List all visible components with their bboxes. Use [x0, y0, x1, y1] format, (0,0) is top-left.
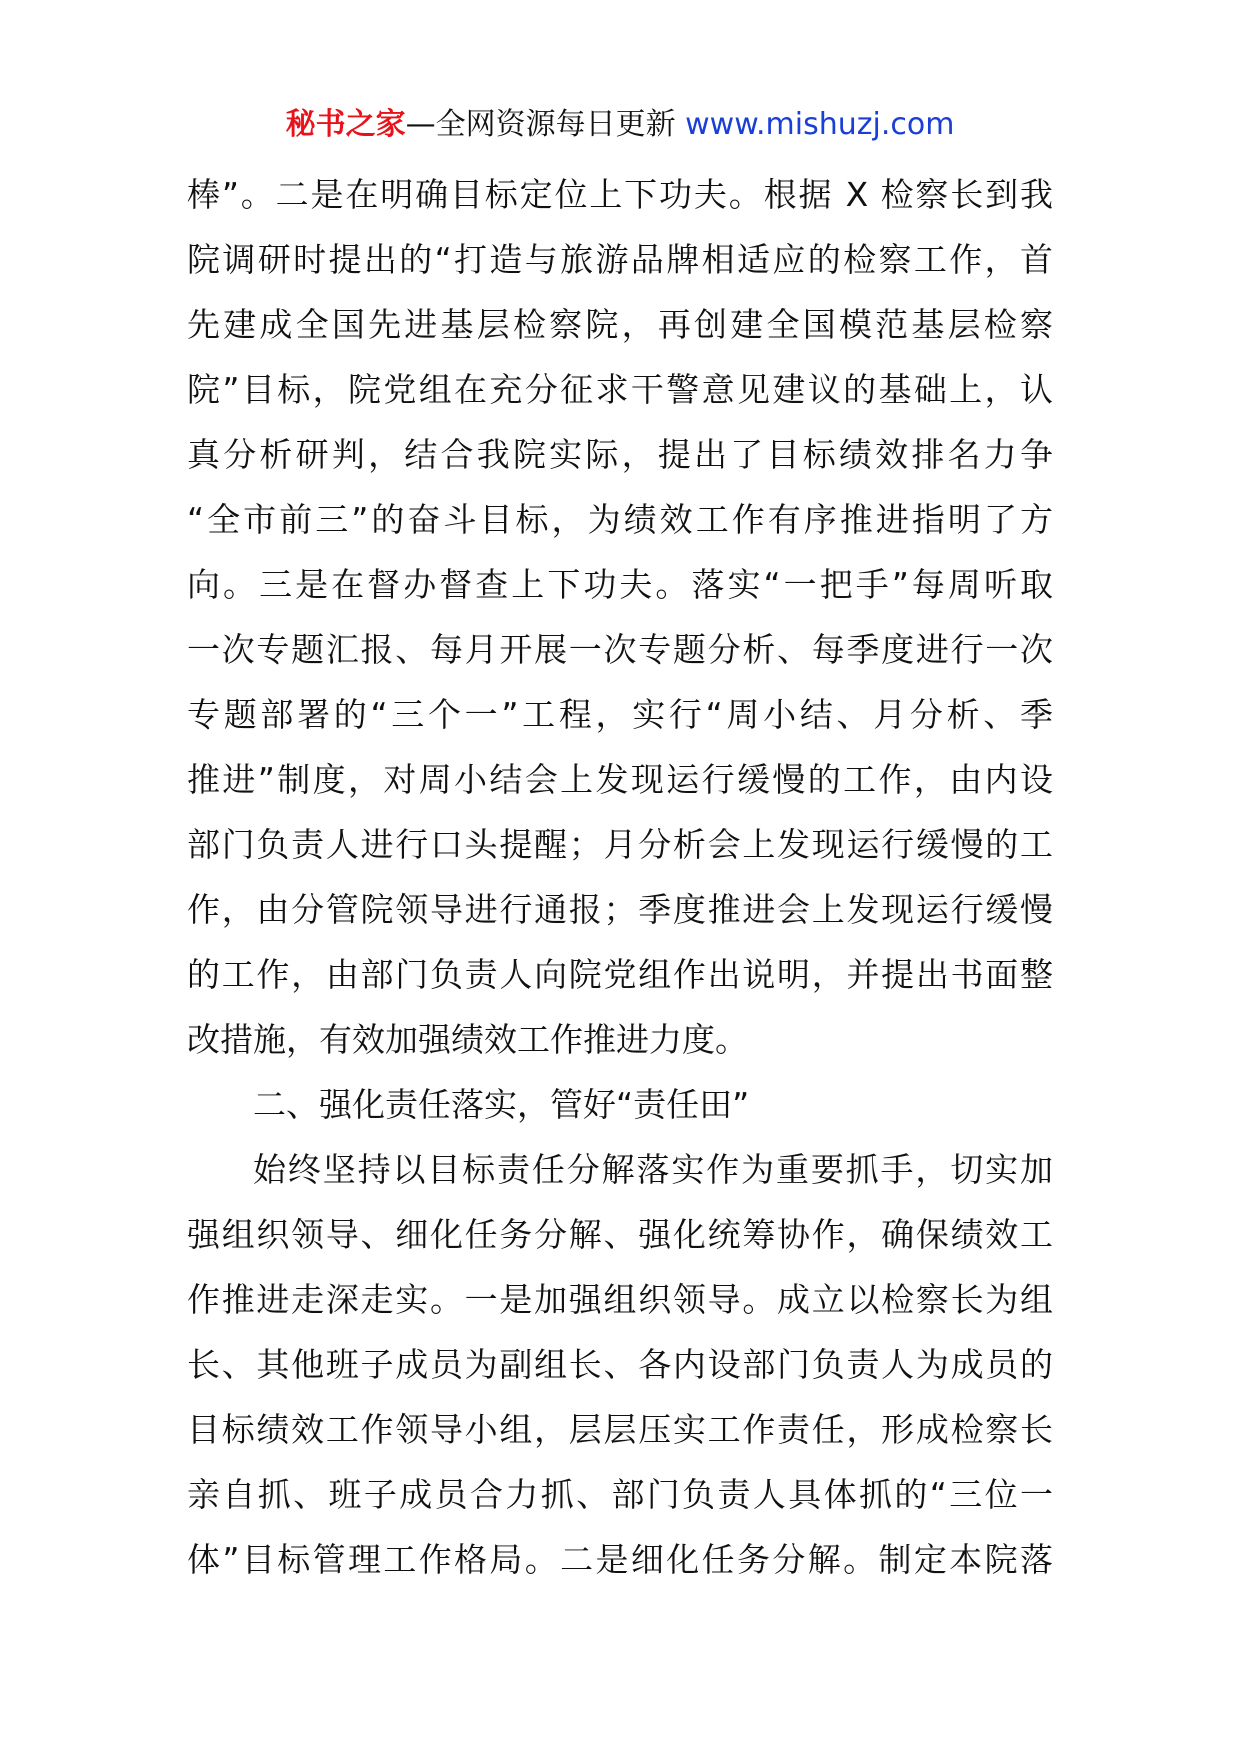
text-line: 专题部署的“三个一”工程，实行“周小结、月分析、季 — [187, 695, 1053, 734]
text-line: 强组织领导、细化任务分解、强化统筹协作，确保绩效工 — [187, 1215, 1053, 1254]
text-line: 先建成全国先进基层检察院，再创建全国模范基层检察 — [187, 305, 1053, 344]
text-line: 向。三是在督办督查上下功夫。落实“一把手”每周听取 — [187, 565, 1053, 604]
site-tagline: —全网资源每日更新 — [405, 107, 686, 142]
text-line: 院”目标，院党组在充分征求干警意见建议的基础上，认 — [187, 370, 1053, 409]
text-line: 目标绩效工作领导小组，层层压实工作责任，形成检察长 — [187, 1410, 1053, 1449]
text-line: “全市前三”的奋斗目标，为绩效工作有序推进指明了方 — [187, 500, 1053, 539]
text-line: 的工作，由部门负责人向院党组作出说明，并提出书面整 — [187, 955, 1053, 994]
text-line: 作，由分管院领导进行通报；季度推进会上发现运行缓慢 — [187, 890, 1053, 929]
text-line: 一次专题汇报、每月开展一次专题分析、每季度进行一次 — [187, 630, 1053, 669]
text-line: 长、其他班子成员为副组长、各内设部门负责人为成员的 — [187, 1345, 1053, 1384]
section-heading: 二、强化责任落实，管好“责任田” — [253, 1085, 750, 1124]
text-line: 推进”制度，对周小结会上发现运行缓慢的工作，由内设 — [187, 760, 1053, 799]
text-line: 真分析研判，结合我院实际，提出了目标绩效排名力争 — [187, 435, 1053, 474]
text-line: 亲自抓、班子成员合力抓、部门负责人具体抓的“三位一 — [187, 1475, 1053, 1514]
text-line: 改措施，有效加强绩效工作推进力度。 — [187, 1020, 748, 1059]
text-line: 作推进走深走实。一是加强组织领导。成立以检察长为组 — [187, 1280, 1053, 1319]
text-line: 始终坚持以目标责任分解落实作为重要抓手，切实加 — [253, 1150, 1053, 1189]
paragraph-2 — [187, 1137, 1053, 1592]
text-line: 部门负责人进行口头提醒；月分析会上发现运行缓慢的工 — [187, 825, 1053, 864]
site-brand: 秘书之家 — [285, 107, 406, 142]
text-line: 院调研时提出的“打造与旅游品牌相适应的检察工作，首 — [187, 240, 1053, 279]
document-body — [187, 162, 1053, 1592]
site-url-link[interactable]: www.mishuzj.com — [685, 107, 955, 142]
paragraph-1 — [187, 162, 1053, 1072]
text-line: 体”目标管理工作格局。二是细化任务分解。制定本院落 — [187, 1540, 1053, 1579]
site-header — [0, 98, 1240, 152]
text-line: 棒”。二是在明确目标定位上下功夫。根据 X 检察长到我 — [187, 175, 1053, 214]
